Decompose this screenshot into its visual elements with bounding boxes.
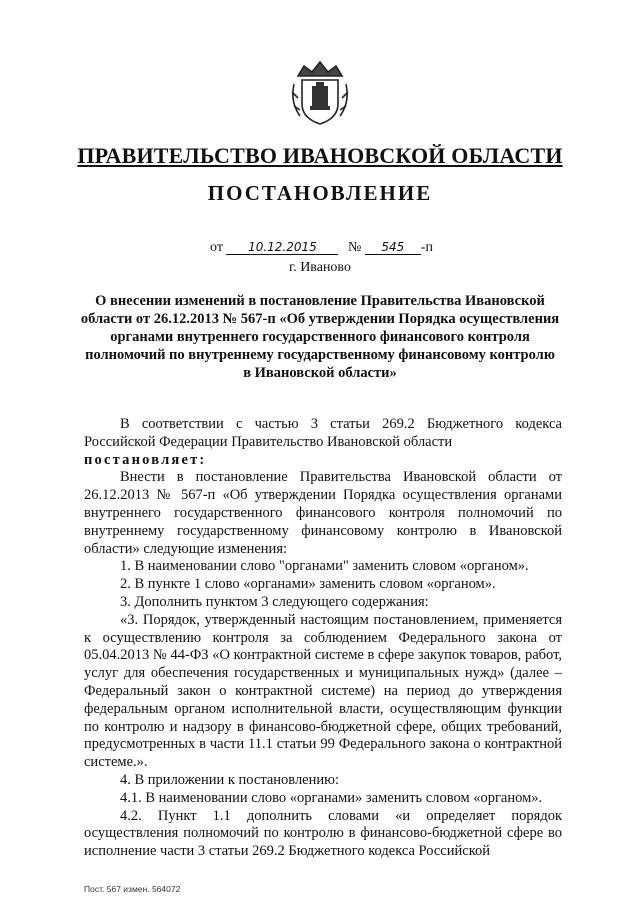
paragraph-4: 3. Дополнить пунктом 3 следующего содержания: [120, 593, 429, 610]
document-body [84, 416, 562, 861]
subject-heading: О внесении изменений в постановление Правительства Ивановской области от 26.12.2013 № 567-п «Об утверждении Порядка осуществления органами внутреннего государственного финансового контроля полномочий по внутреннему государственному финансовому контролю в Ивановской области» [80, 293, 560, 381]
number-value: 545 [365, 240, 421, 255]
date-number-line [210, 240, 433, 256]
city-line: г. Иваново [289, 260, 351, 275]
paragraph-3: 2. В пункте 1 слово «органами» заменить словом «органом». [120, 576, 496, 593]
paragraph-7: 4.1. В наименовании слово «органами» заменить словом «органом». [120, 789, 543, 806]
footer-note: Пост. 567 измен. 564072 [84, 884, 181, 894]
document-type-title: ПОСТАНОВЛЕНИЕ [207, 181, 433, 205]
government-title: ПРАВИТЕЛЬСТВО ИВАНОВСКОЙ ОБЛАСТИ [77, 143, 563, 168]
intro-paragraph: В соответствии с частью 3 статьи 269.2 Бюджетного кодекса Российской Федерации Правительство Ивановской области [84, 416, 562, 450]
paragraph-1: Внести в постановление Правительства Ивановской области от 26.12.2013 № 567-п «Об утверждении Порядка осуществления органами внутреннего государственного финансового контроля полномочий по внутреннему государственному финансовому контролю в Ивановской области» следующие изменения: [84, 469, 562, 557]
decree-word: постановляет: [84, 451, 207, 468]
number-prefix: № [347, 240, 362, 255]
paragraph-8: 4.2. Пункт 1.1 дополнить словами «и определяет порядок осуществления полномочий по контролю в финансово-бюджетной сфере во исполнение части 3 статьи 269.2 Бюджетного кодекса Российской [84, 807, 562, 860]
date-value: 10.12.2015 [226, 240, 338, 255]
paragraph-2: 1. В наименовании слово "органами" заменить словом «органом». [120, 558, 529, 575]
paragraph-5: «3. Порядок, утвержденный настоящим постановлением, применяется к осуществлению контроля за соблюдением Федерального закона от 05.04.2013 № 44-ФЗ «О контрактной системе в сфере закупок товаров, работ, услуг для обеспечения государственных и муниципальных нужд» (далее – Федеральный закон о контрактной системе) на период до утверждения федеральным органом исполнительной власти, осуществляющим функции по контролю и надзору в финансово-бюджетной сфере, общих требований, предусмотренных в части 11.1 статьи 99 Федерального закона о контрактной системе.». [84, 611, 562, 771]
coat-of-arms-icon [290, 58, 350, 128]
number-suffix: -п [420, 240, 433, 255]
date-prefix: от [210, 240, 223, 255]
paragraph-6: 4. В приложении к постановлению: [120, 771, 340, 788]
